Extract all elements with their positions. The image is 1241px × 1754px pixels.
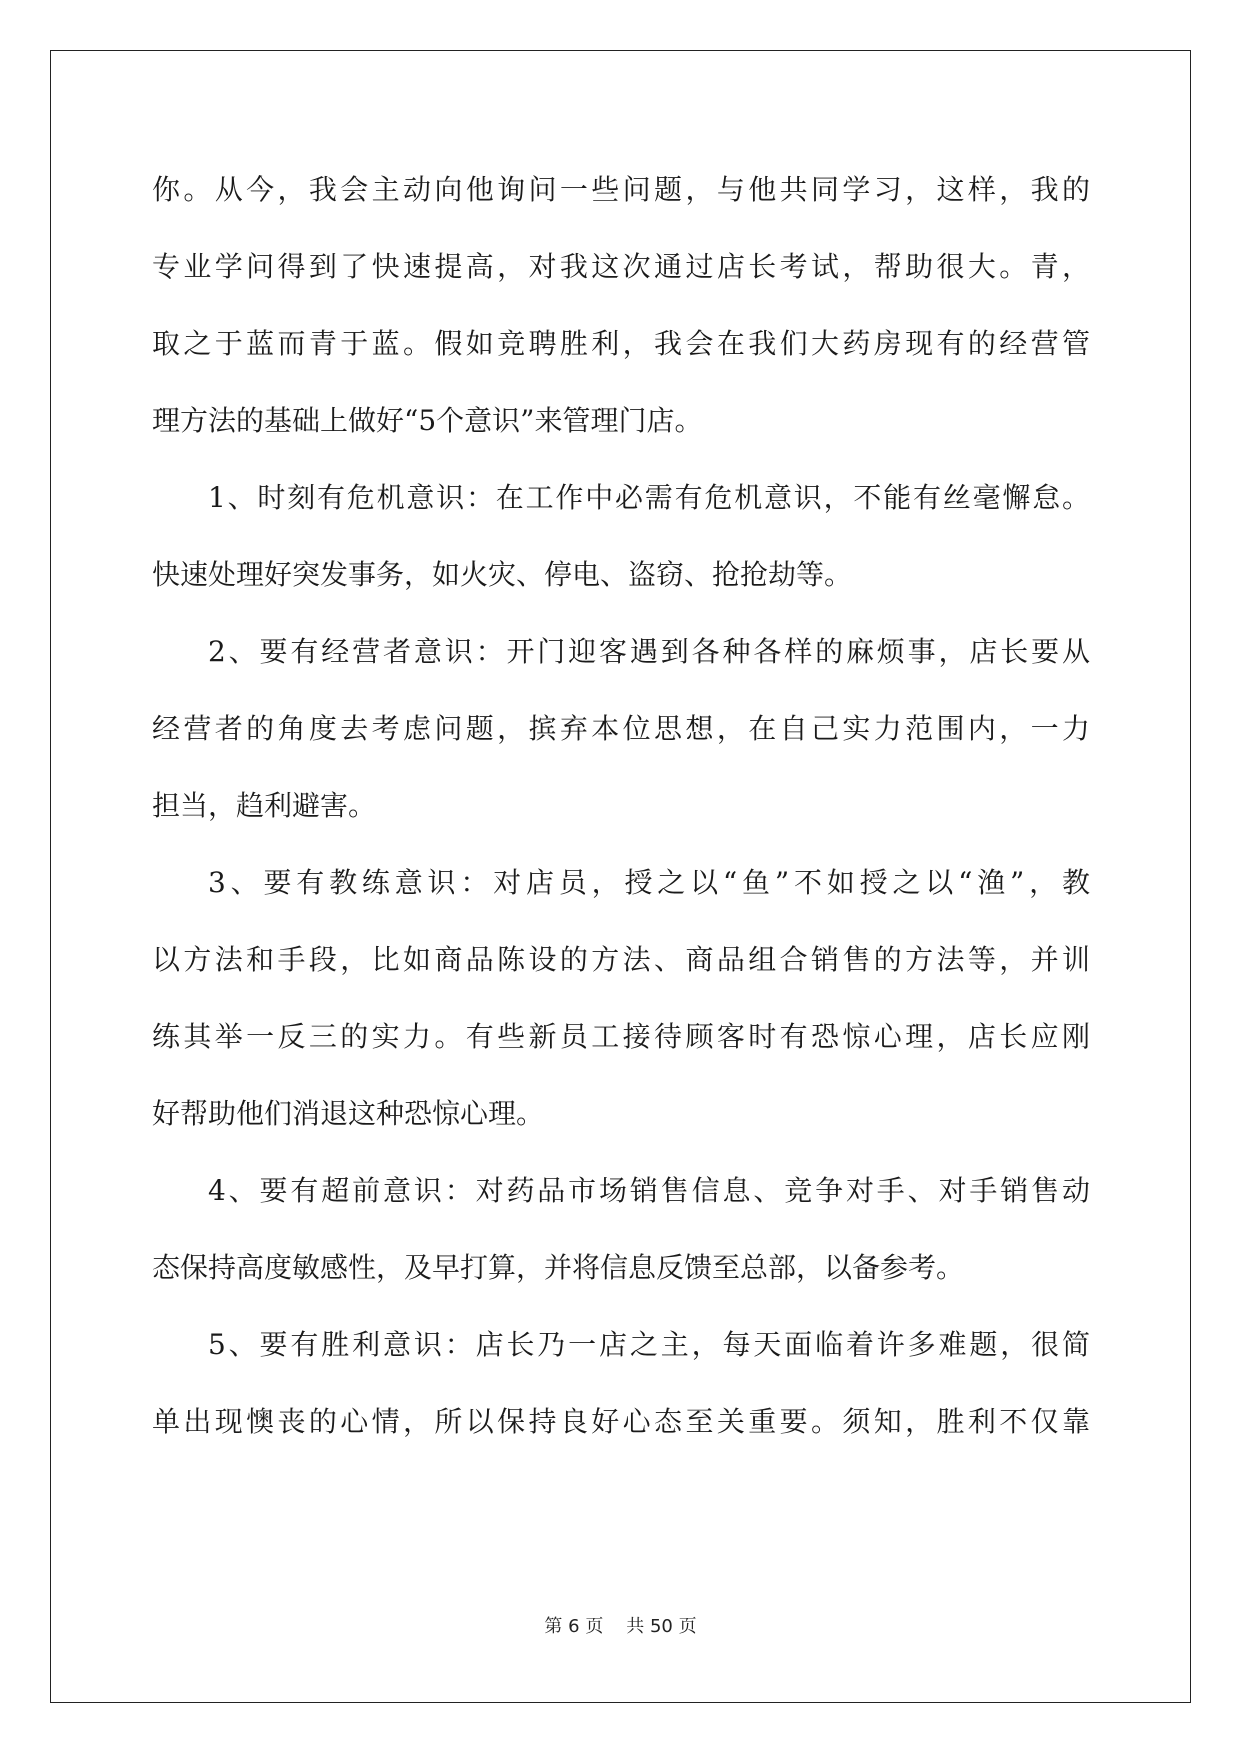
text-line: 担当，趋利避害。 <box>152 789 377 822</box>
text-line: 练其举一反三的实力。有些新员工接待顾客时有恐惊心理，店长应刚 <box>152 1020 1090 1053</box>
page-footer <box>0 1612 1241 1638</box>
page-total: 共 50 页 <box>626 1616 697 1637</box>
document-body <box>152 160 1090 1469</box>
text-line: 快速处理好突发事务，如火灾、停电、盗窃、抢抢劫等。 <box>152 558 853 591</box>
text-line: 单出现懊丧的心情，所以保持良好心态至关重要。须知，胜利不仅靠 <box>152 1405 1090 1438</box>
text-line: 态保持高度敏感性，及早打算，并将信息反馈至总部，以备参考。 <box>152 1251 965 1284</box>
page-number: 第 6 页 <box>544 1616 604 1637</box>
text-line: 取之于蓝而青于蓝。假如竞聘胜利，我会在我们大药房现有的经营管 <box>152 327 1090 360</box>
paragraph <box>152 160 1090 468</box>
text-line: 经营者的角度去考虑问题，摈弃本位思想，在自己实力范围内，一力 <box>152 712 1090 745</box>
paragraph <box>152 1315 1090 1469</box>
paragraph <box>152 1161 1090 1315</box>
text-line: 好帮助他们消退这种恐惊心理。 <box>152 1097 545 1130</box>
text-line: 以方法和手段，比如商品陈设的方法、商品组合销售的方法等，并训 <box>152 943 1090 976</box>
paragraph <box>152 853 1090 1161</box>
text-line: 3、要有教练意识：对店员，授之以“鱼”不如授之以“渔”，教 <box>208 866 1090 899</box>
paragraph <box>152 622 1090 853</box>
text-line: 1、时刻有危机意识：在工作中必需有危机意识，不能有丝毫懈怠。 <box>208 481 1090 514</box>
text-line: 你。从今，我会主动向他询问一些问题，与他共同学习，这样，我的 <box>152 173 1090 206</box>
paragraph <box>152 468 1090 622</box>
text-line: 专业学问得到了快速提高，对我这次通过店长考试，帮助很大。青， <box>152 250 1090 283</box>
text-line: 5、要有胜利意识：店长乃一店之主，每天面临着许多难题，很简 <box>208 1328 1090 1361</box>
text-line: 4、要有超前意识：对药品市场销售信息、竞争对手、对手销售动 <box>208 1174 1090 1207</box>
text-line: 2、要有经营者意识：开门迎客遇到各种各样的麻烦事，店长要从 <box>208 635 1090 668</box>
text-line: 理方法的基础上做好“5个意识”来管理门店。 <box>152 404 703 437</box>
